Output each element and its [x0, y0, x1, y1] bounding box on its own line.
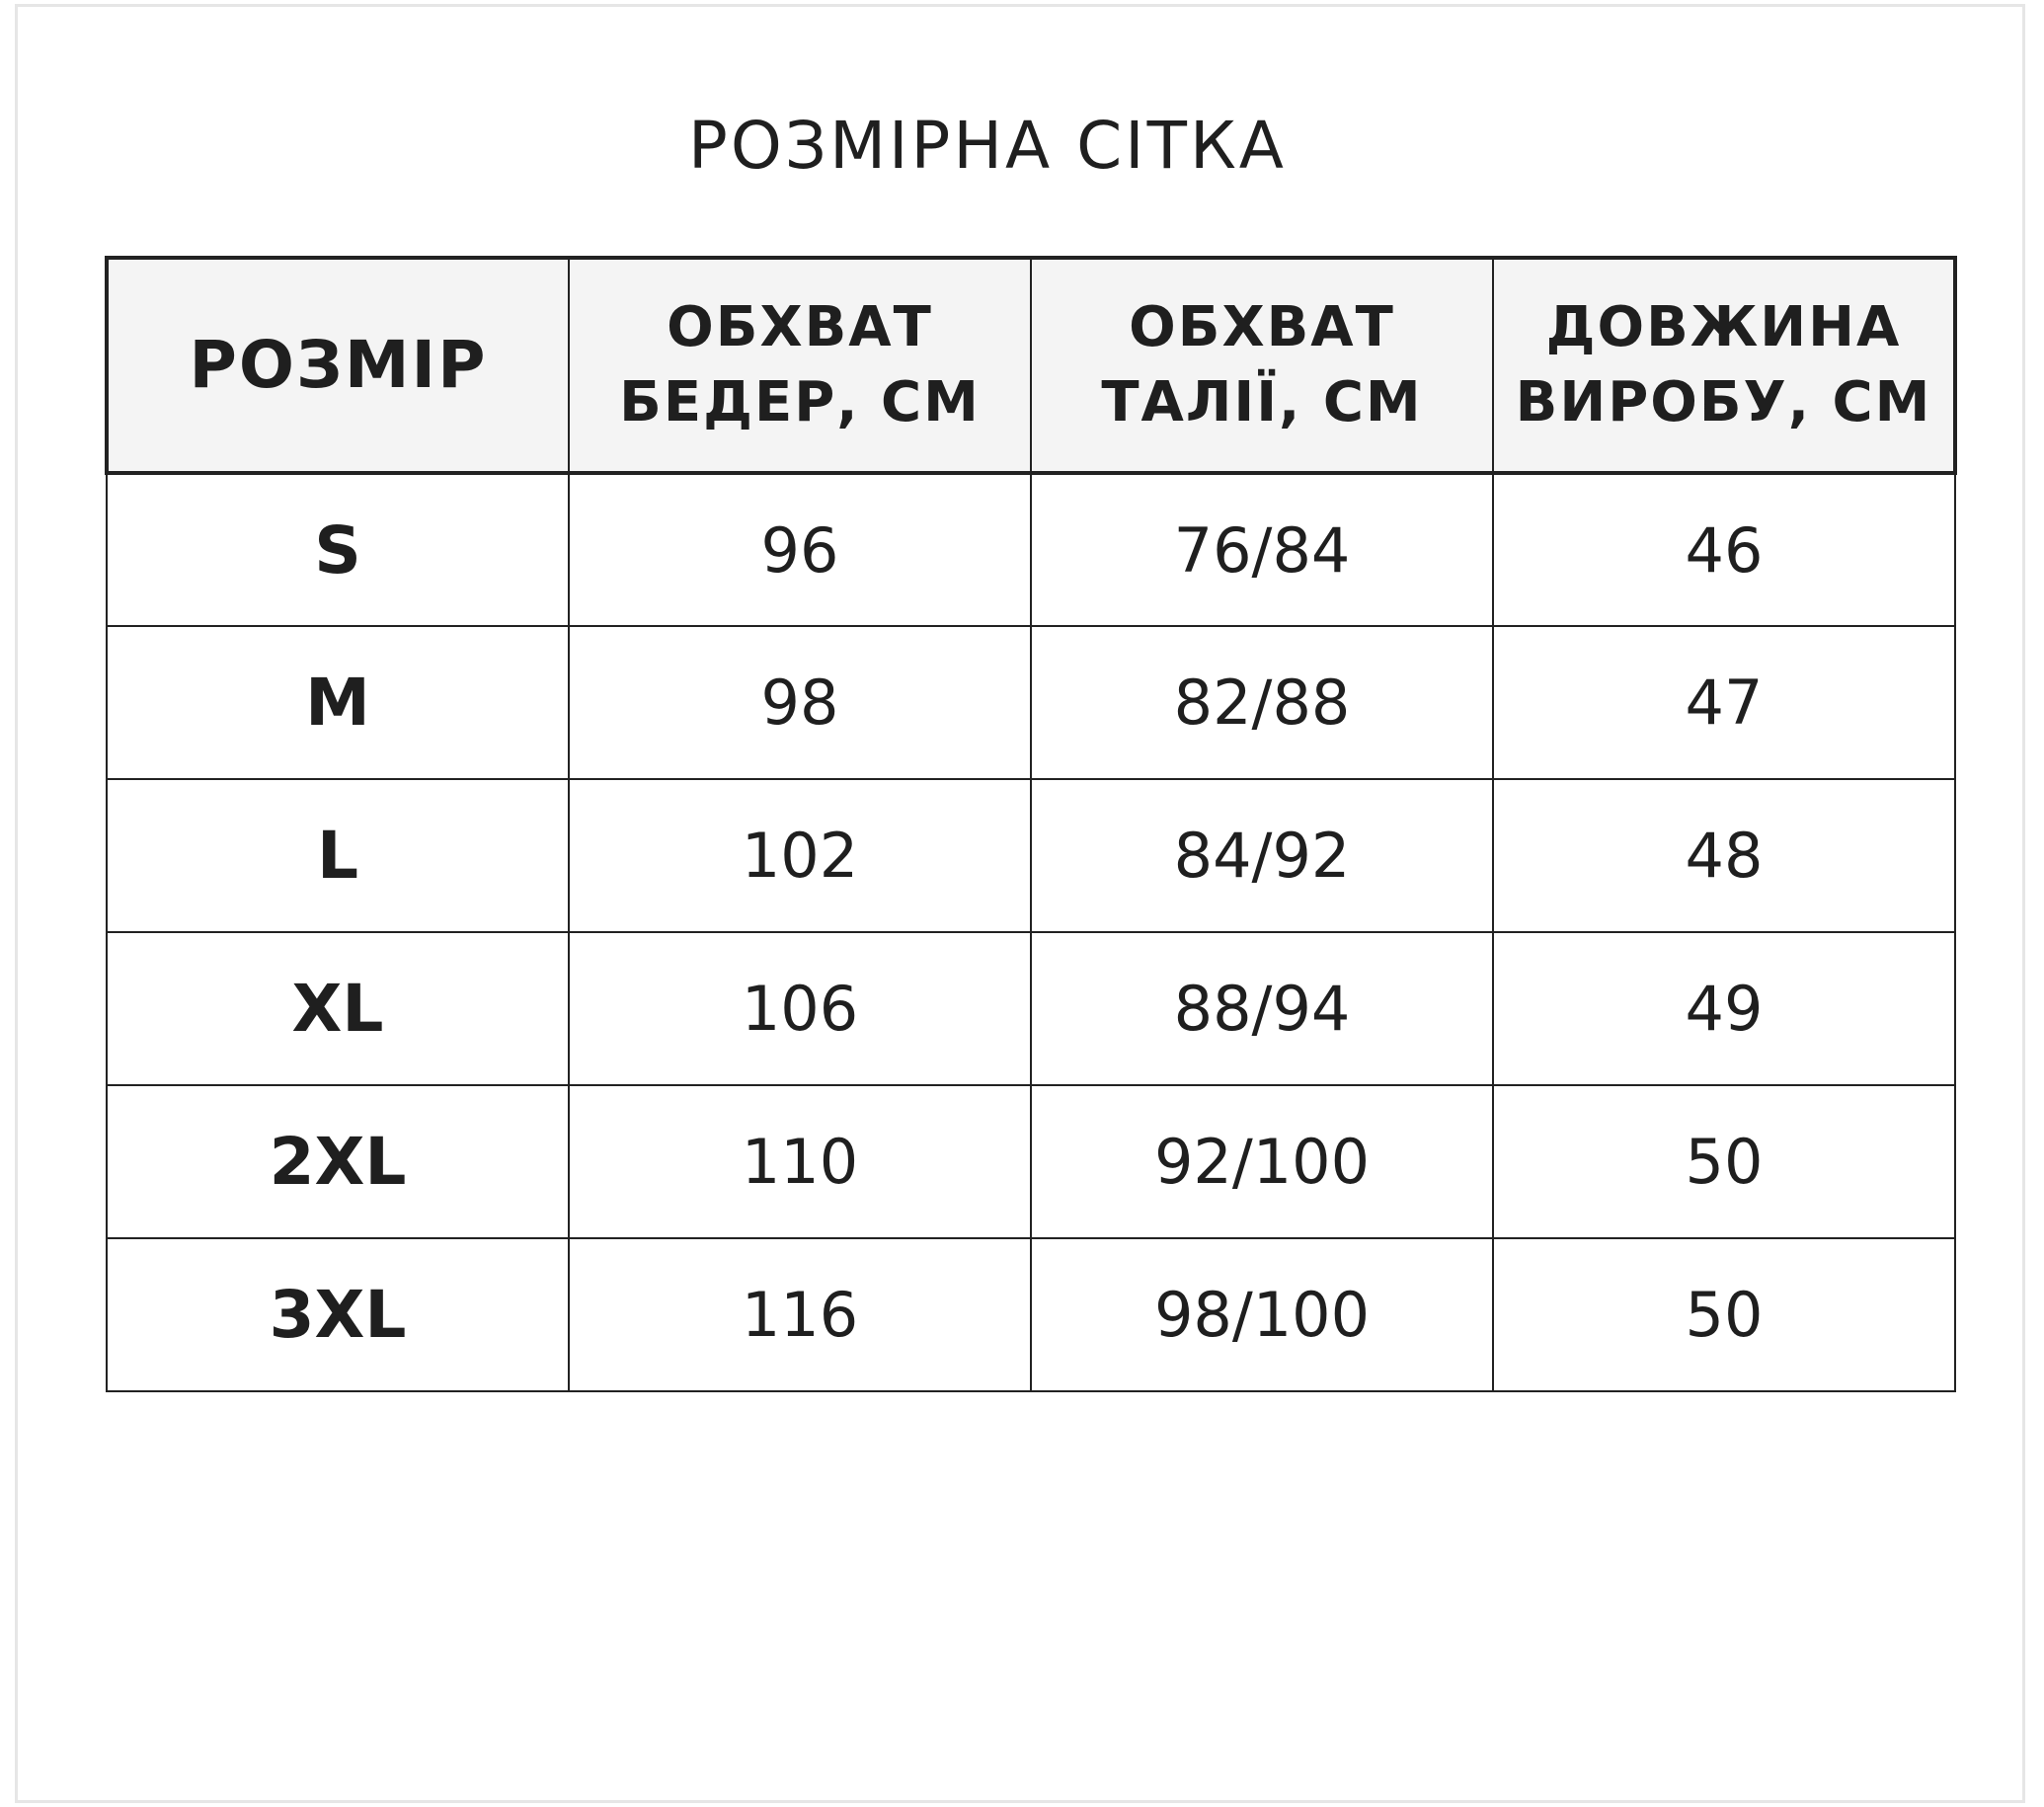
header-hips-line1: ОБХВАТ — [667, 295, 933, 359]
table-row — [107, 473, 1955, 626]
waist-cell: 92/100 — [1031, 1085, 1493, 1238]
table-row — [107, 1238, 1955, 1391]
length-cell: 50 — [1493, 1238, 1955, 1391]
header-size-label: РОЗМІР — [189, 327, 488, 403]
table-header-row — [107, 258, 1955, 473]
header-length-line2: ВИРОБУ, СМ — [1515, 370, 1932, 434]
size-cell: M — [107, 626, 569, 779]
header-hips — [569, 258, 1031, 473]
hips-cell: 96 — [569, 473, 1031, 626]
waist-cell: 88/94 — [1031, 932, 1493, 1085]
hips-cell: 98 — [569, 626, 1031, 779]
size-cell: XL — [107, 932, 569, 1085]
table-row — [107, 932, 1955, 1085]
header-waist-line1: ОБХВАТ — [1129, 295, 1395, 359]
length-cell: 50 — [1493, 1085, 1955, 1238]
header-length-line1: ДОВЖИНА — [1545, 295, 1902, 359]
length-cell: 46 — [1493, 473, 1955, 626]
table-row — [107, 1085, 1955, 1238]
header-waist — [1031, 258, 1493, 473]
length-cell: 49 — [1493, 932, 1955, 1085]
size-cell: S — [107, 473, 569, 626]
header-size — [107, 258, 569, 473]
table-row — [107, 779, 1955, 932]
length-cell: 47 — [1493, 626, 1955, 779]
header-hips-line2: БЕДЕР, СМ — [619, 370, 981, 434]
header-waist-line2: ТАЛІЇ, СМ — [1101, 370, 1423, 434]
size-cell: 3XL — [107, 1238, 569, 1391]
table-row — [107, 626, 1955, 779]
hips-cell: 106 — [569, 932, 1031, 1085]
size-chart-table — [105, 256, 1957, 1392]
waist-cell: 84/92 — [1031, 779, 1493, 932]
hips-cell: 110 — [569, 1085, 1031, 1238]
size-cell: L — [107, 779, 569, 932]
waist-cell: 82/88 — [1031, 626, 1493, 779]
waist-cell: 76/84 — [1031, 473, 1493, 626]
hips-cell: 102 — [569, 779, 1031, 932]
hips-cell: 116 — [569, 1238, 1031, 1391]
page-title: РОЗМІРНА СІТКА — [688, 108, 1287, 184]
length-cell: 48 — [1493, 779, 1955, 932]
size-cell: 2XL — [107, 1085, 569, 1238]
waist-cell: 98/100 — [1031, 1238, 1493, 1391]
header-length — [1493, 258, 1955, 473]
